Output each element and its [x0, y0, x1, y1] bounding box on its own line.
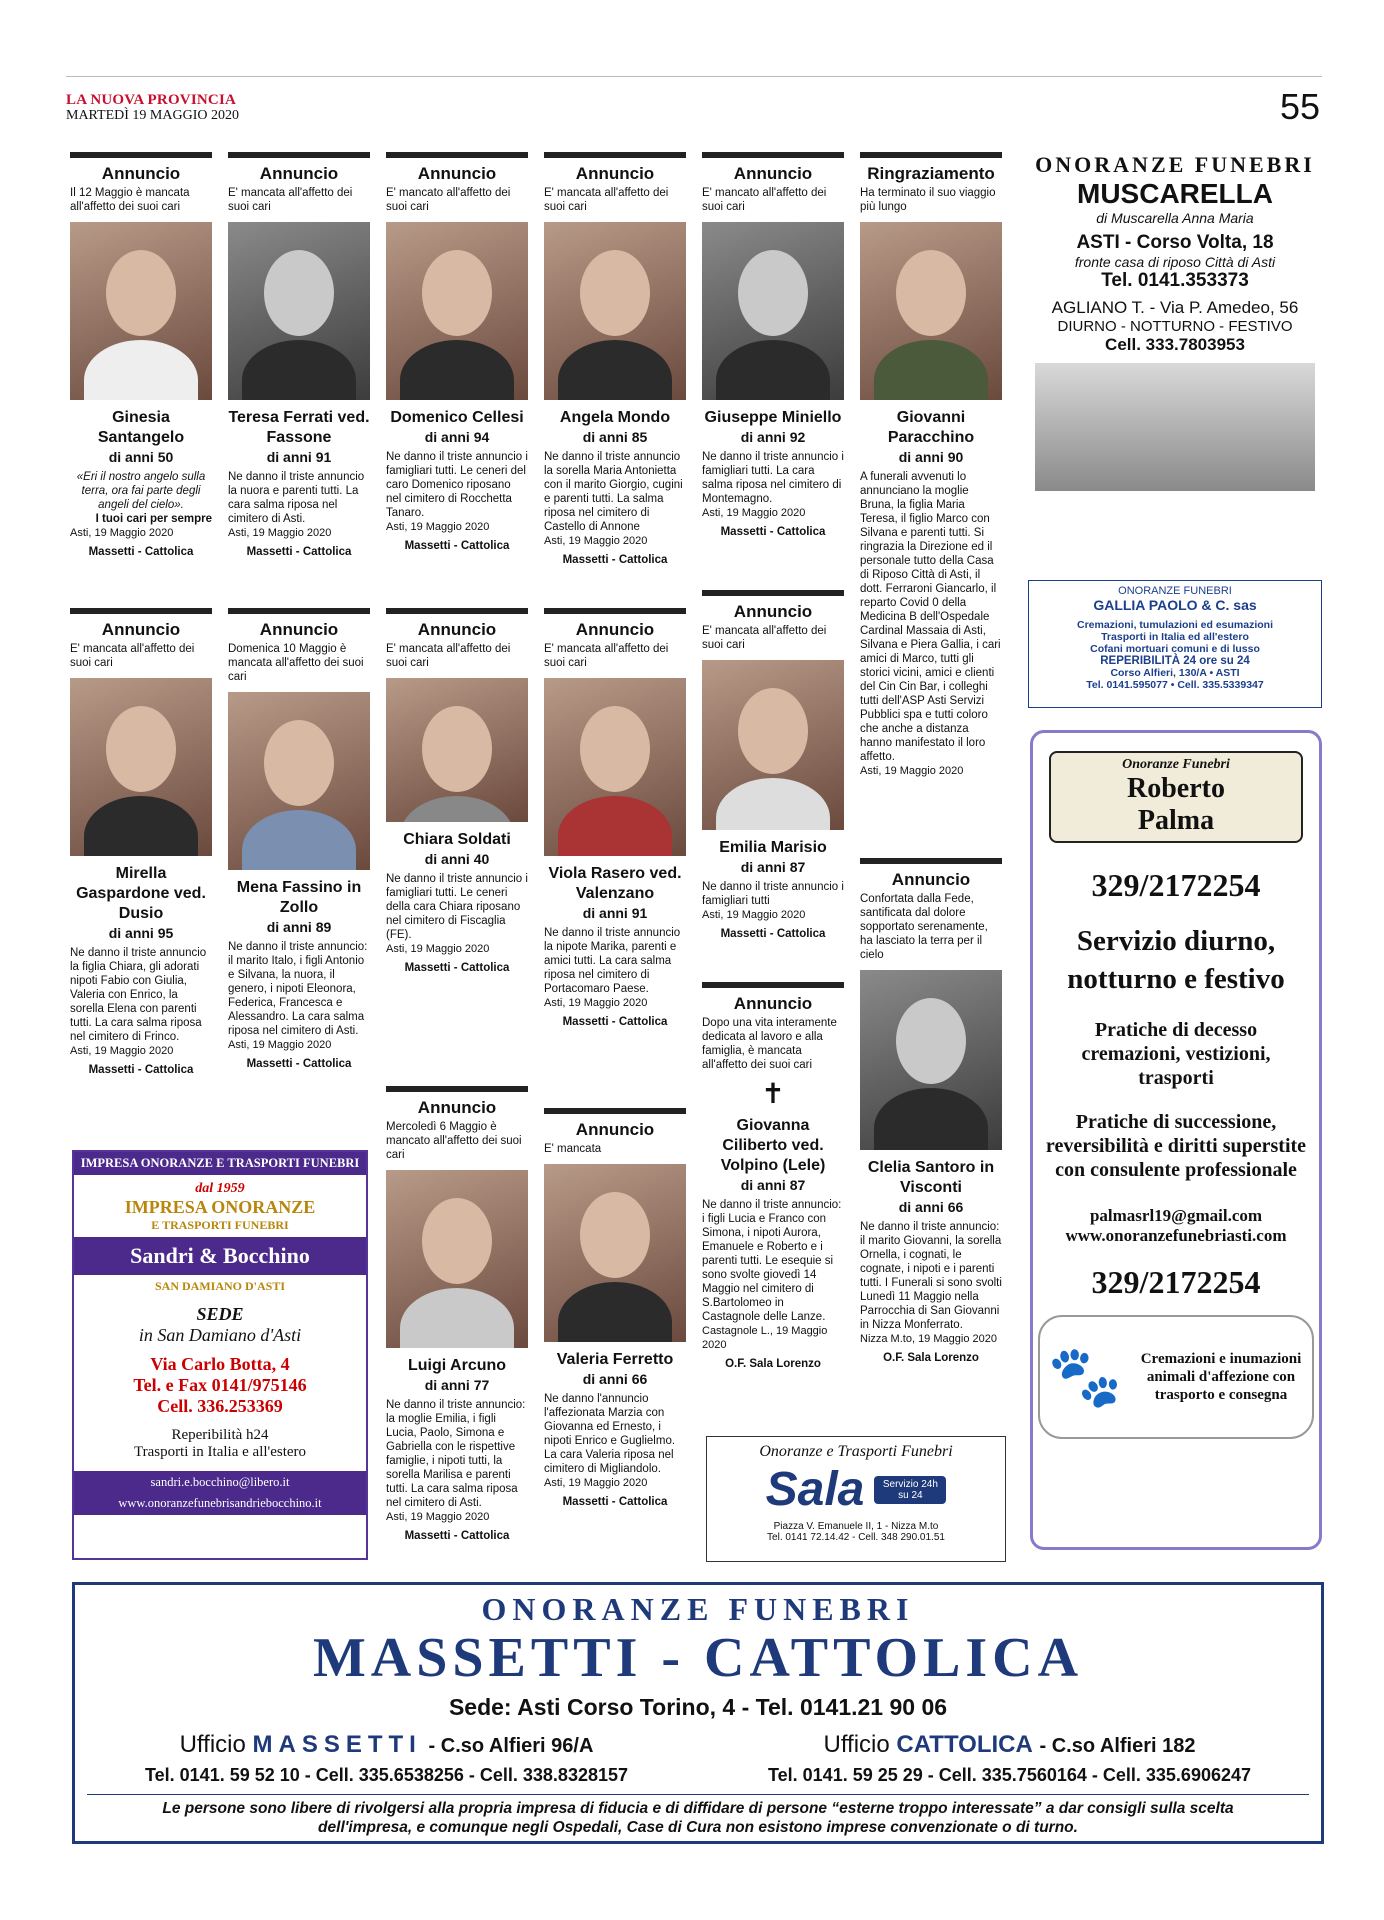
ad-city: in San Damiano d'Asti [138, 1325, 302, 1345]
notice-place-date: Asti, 19 Maggio 2020 [702, 909, 806, 921]
notice-agency: Massetti - Cattolica [562, 1496, 668, 1508]
deceased-age: di anni 66 [898, 1199, 964, 1215]
office-label: Ufficio [823, 1731, 890, 1758]
notice-valeria [544, 1108, 686, 1508]
notice-place-date: Asti, 19 Maggio 2020 [544, 535, 648, 547]
office-name: CATTOLICA [896, 1731, 1033, 1758]
notice-place-date: Asti, 19 Maggio 2020 [860, 765, 964, 777]
notice-emilia [702, 590, 844, 940]
notice-giuseppe [702, 152, 844, 538]
deceased-age: di anni 66 [582, 1371, 648, 1387]
ad-arc-title: ONORANZE FUNEBRI [1035, 152, 1315, 177]
office-phones: Tel. 0141. 59 25 29 - Cell. 335.7560164 - Cell. 335.6906247 [767, 1765, 1252, 1785]
ad-company-name: MUSCARELLA [1077, 178, 1273, 209]
notice-domenico [386, 152, 528, 552]
ad-phone-repeat: 329/2172254 [1091, 1264, 1261, 1300]
office-address: - C.so Alfieri 182 [1039, 1735, 1196, 1757]
office-phones: Tel. 0141. 59 52 10 - Cell. 335.6538256 - Cell. 338.8328157 [144, 1765, 629, 1785]
notice-teresa [228, 152, 370, 558]
notice-giovanni [860, 152, 1002, 778]
notice-intro: Il 12 Maggio è mancata all'affetto dei suoi cari [70, 187, 190, 213]
deceased-age: di anni 95 [108, 925, 174, 941]
deceased-age: di anni 89 [266, 919, 332, 935]
notice-text: Ne danno il triste annuncio: i figli Lucia e Franco con Simona, i nipoti Aurora, Emanuele e Roberto e i parenti tutti. Le esequie si sono svolte giovedì 14 Maggio nel cimitero di S.Bartolomeo in Castagnole delle Lanze. [702, 1199, 842, 1323]
ad-top-label: ONORANZE FUNEBRI [1118, 585, 1232, 597]
ad-practices: Pratiche di decesso cremazioni, vestizioni, trasporti [1081, 1019, 1271, 1089]
notice-title: Annuncio [101, 620, 181, 639]
ad-company-name: MASSETTI - CATTOLICA [312, 1627, 1084, 1689]
notice-title: Annuncio [575, 1120, 655, 1139]
notice-angela [544, 152, 686, 566]
deceased-name: Mirella Gaspardone ved. Dusio [76, 865, 206, 922]
ad-email: sandri.e.bocchino@libero.it [74, 1471, 366, 1494]
notice-text: Ne danno il triste annuncio: il marito Giovanni, la sorella Ornella, i cognati, le cognate, i nipoti e i parenti tutti. I Funerali si sono svolti Lunedì 11 Maggio nella Parrocchia di San Giovanni in Nizza Monferrato. [860, 1221, 1002, 1331]
notice-text: Ne danno il triste annuncio i famigliari tutti. La cara salma riposa nel cimitero di Montemagno. [702, 451, 844, 505]
ad-address: Via Carlo Botta, 4 [150, 1354, 290, 1374]
ad-top-label: IMPRESA ONORANZE E TRASPORTI FUNEBRI [74, 1152, 366, 1175]
ad-arc-text: SAN DAMIANO D'ASTI [154, 1279, 285, 1293]
ad-website: www.onoranzefunebriasti.com [1065, 1226, 1287, 1245]
notice-agency: O.F. Sala Lorenzo [725, 1358, 821, 1370]
deceased-name: Luigi Arcuno [407, 1357, 507, 1374]
notice-title: Ringraziamento [867, 164, 995, 183]
deceased-name: Chiara Soldati [403, 831, 511, 848]
ad-line: Corso Alfieri, 130/A • ASTI [1110, 667, 1240, 679]
deceased-age: di anni 94 [424, 429, 490, 445]
notice-agency: Massetti - Cattolica [246, 546, 352, 558]
notice-place-date: Asti, 19 Maggio 2020 [702, 507, 806, 519]
ad-subtitle: di Muscarella Anna Maria [1096, 210, 1254, 226]
ad-service: Servizio diurno, notturno e festivo [1067, 925, 1285, 995]
ad-address: Piazza V. Emanuele II, 1 - Nizza M.to [773, 1521, 939, 1532]
notice-place-date: Castagnole L., 19 Maggio 2020 [702, 1325, 828, 1351]
ad-sandri-bocchino [72, 1150, 368, 1560]
notice-intro: E' mancata all'affetto dei suoi cari [702, 625, 827, 651]
ad-staff-photo [1035, 363, 1315, 491]
notice-title: Annuncio [733, 164, 813, 183]
deceased-name: Domenico Cellesi [390, 409, 524, 426]
ad-succession: Pratiche di successione, reversibilità e diritti superstite con consulente professionale [1045, 1111, 1307, 1181]
ad-since: dal 1959 [195, 1181, 245, 1196]
notice-text: Ne danno il triste annuncio i famigliari tutti. Le ceneri della cara Chiara riposano nel cimitero di Fiscaglia (FE). [386, 873, 528, 941]
ad-name-first: Roberto [1127, 773, 1225, 804]
notice-text: Ne danno il triste annuncio la nuora e parenti tutti. La cara salma riposa nel cimitero di Asti. [228, 471, 365, 525]
notice-intro: E' mancata all'affetto dei suoi cari [544, 187, 669, 213]
deceased-name: Teresa Ferrati ved. Fassone [228, 409, 370, 446]
notice-luigi [386, 1086, 528, 1542]
portrait-photo [544, 222, 686, 400]
ad-address: ASTI - Corso Volta, 18 [1076, 232, 1274, 253]
ad-massetti-cattolica [72, 1582, 1324, 1844]
notice-agency: Massetti - Cattolica [562, 1016, 668, 1028]
notice-ginesia [70, 152, 212, 558]
portrait-photo [386, 222, 528, 400]
notice-place-date: Asti, 19 Maggio 2020 [70, 527, 174, 539]
notice-intro: E' mancato all'affetto dei suoi cari [702, 187, 827, 213]
ad-website: www.onoranzefunebrisandriebocchino.it [74, 1494, 366, 1515]
notice-agency: O.F. Sala Lorenzo [883, 1352, 979, 1364]
notice-intro: E' mancato all'affetto dei suoi cari [386, 187, 511, 213]
ad-phone: 329/2172254 [1091, 867, 1261, 903]
portrait-photo [544, 678, 686, 856]
ad-arc-text: E TRASPORTI FUNEBRI [151, 1218, 289, 1232]
portrait-photo [228, 222, 370, 400]
notice-chiara [386, 608, 528, 974]
notice-title: Annuncio [101, 164, 181, 183]
notice-agency: Massetti - Cattolica [246, 1058, 352, 1070]
ad-top-label: Onoranze e Trasporti Funebri [759, 1443, 953, 1460]
paw-icon: 🐾 [1047, 1344, 1123, 1410]
deceased-name: Giovanna Ciliberto ved. Volpino (Lele) [720, 1117, 826, 1174]
notice-place-date: Asti, 19 Maggio 2020 [228, 527, 332, 539]
notice-text: Ne danno il triste annuncio i famigliari tutti. Le ceneri del caro Domenico riposano nel cimitero di Rocchetta Tanaro. [386, 451, 528, 519]
notice-agency: Massetti - Cattolica [404, 962, 510, 974]
portrait-photo [702, 660, 844, 830]
deceased-age: di anni 90 [898, 449, 964, 465]
ad-badge: Servizio 24h su 24 [874, 1476, 946, 1504]
notice-place-date: Asti, 19 Maggio 2020 [386, 943, 490, 955]
ad-gallia [1028, 580, 1322, 708]
notice-place-date: Asti, 19 Maggio 2020 [544, 1477, 648, 1489]
deceased-name: Mena Fassino in Zollo [236, 879, 362, 916]
ad-branch-address: AGLIANO T. - Via P. Amedeo, 56 [1051, 298, 1299, 317]
ad-company-name: Sandri & Bocchino [74, 1237, 366, 1275]
office-label: Ufficio [179, 1731, 246, 1758]
portrait-photo [860, 222, 1002, 400]
deceased-name: Giovanni Paracchino [887, 409, 975, 446]
deceased-name: Viola Rasero ved. Valenzano [548, 865, 682, 902]
ad-email: palmasrl19@gmail.com [1089, 1206, 1263, 1225]
ad-sala [706, 1436, 1006, 1562]
notice-title: Annuncio [733, 994, 813, 1013]
deceased-age: di anni 85 [582, 429, 648, 445]
notice-viola [544, 608, 686, 1028]
notice-agency: Massetti - Cattolica [404, 1530, 510, 1542]
ad-palma [1030, 730, 1322, 1550]
issue-date: MARTEDÌ 19 MAGGIO 2020 [66, 108, 239, 123]
deceased-name: Emilia Marisio [719, 839, 827, 856]
deceased-age: di anni 77 [424, 1377, 490, 1393]
notice-place-date: Asti, 19 Maggio 2020 [386, 521, 490, 533]
page-number: 55 [1279, 86, 1320, 127]
notice-intro: E' mancata all'affetto dei suoi cari [386, 643, 511, 669]
deceased-name: Valeria Ferretto [556, 1351, 674, 1368]
notice-intro: Dopo una vita interamente dedicata al lavoro e alla famiglia, è mancata all'affetto dei suoi cari [702, 1017, 837, 1071]
notice-intro: E' mancata all'affetto dei suoi cari [544, 643, 669, 669]
notice-title: Annuncio [891, 870, 971, 889]
notice-text: Ne danno il triste annuncio la nipote Marika, parenti e amici tutti. La cara salma riposa nel cimitero di Portacomaro Paese. [544, 927, 681, 995]
publication-name: LA NUOVA PROVINCIA [66, 92, 237, 108]
notice-intro: Mercoledì 6 Maggio è mancato all'affetto dei suoi cari [386, 1121, 522, 1161]
deceased-name: Ginesia Santangelo [97, 409, 185, 446]
ad-line: Cofani mortuari comuni e di lusso [1090, 643, 1260, 655]
ad-top-label: ONORANZE FUNEBRI [481, 1591, 915, 1627]
ad-phone: Tel. 0141.353373 [1101, 270, 1249, 291]
notice-place-date: Asti, 19 Maggio 2020 [228, 1039, 332, 1051]
deceased-age: di anni 92 [740, 429, 806, 445]
notice-intro: E' mancata all'affetto dei suoi cari [228, 187, 353, 213]
notice-place-date: Asti, 19 Maggio 2020 [544, 997, 648, 1009]
deceased-name: Angela Mondo [559, 409, 671, 426]
header-rule [66, 76, 1322, 77]
deceased-age: di anni 91 [266, 449, 332, 465]
portrait-photo [70, 222, 212, 400]
notice-text: Ne danno il triste annuncio: il marito Italo, i figli Antonio e Silvana, la nuora, il genero, i nipoti Eleonora, Federica, Francesca e Alessandro. La cara salma riposa nel cimitero di Asti. [228, 941, 368, 1037]
deceased-age: di anni 87 [740, 859, 806, 875]
portrait-photo [228, 692, 370, 870]
ad-company-name: GALLIA PAOLO & C. sas [1093, 597, 1257, 613]
ad-name-last: Palma [1137, 805, 1215, 836]
deceased-name: Giuseppe Miniello [704, 409, 842, 426]
notice-title: Annuncio [417, 1098, 497, 1117]
notice-text: Ne danno il triste annuncio la figlia Chiara, gli adorati nipoti Fabio con Giulia, Valeria con Enrico, la sorella Elena con parenti tutti. La cara salma riposa nel cimitero di Frinco. [70, 947, 207, 1043]
cross-icon: ✝ [761, 1078, 785, 1109]
notice-text: Ne danno il triste annuncio: la moglie Emilia, i figli Lucia, Paolo, Simona e Gabriella con le rispettive famiglie, i nipoti tutti, la sorella Marilisa e parenti tutti. La cara salma riposa nel cimitero di Asti. [386, 1399, 526, 1509]
deceased-age: di anni 91 [582, 905, 648, 921]
office-name: MASSETTI [252, 1731, 422, 1758]
notice-text: Ne danno l'annuncio l'affezionata Marzia con Giovanna ed Ernesto, i nipoti Enrico e Guglielmo. La cara Valeria riposa nel cimitero di Migliandolo. [544, 1393, 676, 1475]
notice-intro: E' mancata all'affetto dei suoi cari [70, 643, 195, 669]
notice-intro: E' mancata [544, 1143, 602, 1155]
notice-signature: I tuoi cari per sempre [95, 513, 212, 525]
ad-availability: Reperibilità h24 [171, 1427, 269, 1443]
notice-mena [228, 608, 370, 1070]
ad-pets: Cremazioni e inumazioni animali d'affezione con trasporto e consegna [1140, 1351, 1302, 1403]
notice-title: Annuncio [575, 164, 655, 183]
notice-quote: «Eri il nostro angelo sulla terra, ora fai parte degli angeli del cielo». [76, 471, 206, 511]
ad-line: Cremazioni, tumulazioni ed esumazioni [1076, 619, 1274, 631]
portrait-photo [386, 678, 528, 822]
ad-logo: Sala [765, 1463, 865, 1516]
notice-title: Annuncio [259, 620, 339, 639]
notice-text: A funerali avvenuti lo annunciano la moglie Bruna, la figlia Maria Teresa, il figlio Marco con Silvana e parenti tutti. Si ringrazia la Direzione ed il personale tutto della Casa di Riposo Città di Asti, il dott. Ferraroni Giancarlo, il reparto Covid 0 della Medicina B dell'Ospedale Cardinal Massaia di Asti, Silvana e Piera Gallia, i cari amici di Marco, tutti gli storici vicini, amici e clienti del Cin Cin Bar, i colleghi tutti dell'ASP Asti Servizi Pubblici spa e tutti coloro che anche a distanza hanno manifestato il loro affetto. [860, 471, 1001, 763]
notice-intro: Domenica 10 Maggio è mancata all'affetto dei suoi cari [228, 643, 364, 683]
ad-arc-text: IMPRESA ONORANZE [124, 1197, 316, 1217]
ad-muscarella [1028, 152, 1322, 554]
notice-title: Annuncio [417, 164, 497, 183]
notice-place-date: Asti, 19 Maggio 2020 [70, 1045, 174, 1057]
ad-mobile: Cell. 333.7803953 [1105, 335, 1245, 354]
notice-title: Annuncio [733, 602, 813, 621]
deceased-name: Clelia Santoro in Visconti [867, 1159, 995, 1196]
portrait-photo [702, 222, 844, 400]
notice-giovanna [702, 982, 844, 1370]
ad-line: Trasporti in Italia ed all'estero [1101, 631, 1249, 643]
notice-title: Annuncio [417, 620, 497, 639]
notice-agency: Massetti - Cattolica [720, 928, 826, 940]
deceased-age: di anni 87 [740, 1177, 806, 1193]
notice-agency: Massetti - Cattolica [562, 554, 668, 566]
notice-intro: Confortata dalla Fede, santificata dal dolore sopportato serenamente, ha lasciato la terra per il cielo [860, 893, 988, 961]
deceased-age: di anni 50 [108, 449, 174, 465]
portrait-photo [386, 1170, 528, 1348]
portrait-photo [70, 678, 212, 856]
ad-line: Tel. 0141.595077 • Cell. 335.5339347 [1086, 679, 1264, 691]
ad-line: REPERIBILITÀ 24 ore su 24 [1100, 655, 1250, 667]
notice-place-date: Asti, 19 Maggio 2020 [386, 1511, 490, 1523]
notice-title: Annuncio [259, 164, 339, 183]
ad-phone: Tel. 0141 72.14.42 - Cell. 348 290.01.51 [767, 1532, 945, 1543]
notice-agency: Massetti - Cattolica [88, 1064, 194, 1076]
notice-text: Ne danno il triste annuncio i famigliari tutti [702, 881, 844, 907]
notice-agency: Massetti - Cattolica [404, 540, 510, 552]
portrait-photo [860, 970, 1002, 1150]
notice-mirella [70, 608, 212, 1076]
ad-mobile: Cell. 336.253369 [157, 1396, 283, 1416]
ad-address-note: fronte casa di riposo Città di Asti [1074, 254, 1276, 270]
ad-transport: Trasporti in Italia e all'estero [133, 1444, 307, 1460]
notice-intro: Ha terminato il suo viaggio più lungo [860, 187, 996, 213]
notice-agency: Massetti - Cattolica [720, 526, 826, 538]
ad-headquarters: Sede: Asti Corso Torino, 4 - Tel. 0141.21 90 06 [448, 1694, 948, 1720]
ad-arc-title: Onoranze Funebri [1122, 757, 1230, 772]
notice-place-date: Nizza M.to, 19 Maggio 2020 [860, 1333, 997, 1345]
ad-phone: Tel. e Fax 0141/975146 [133, 1375, 307, 1395]
deceased-age: di anni 40 [424, 851, 490, 867]
notice-title: Annuncio [575, 620, 655, 639]
ad-disclaimer: Le persone sono libere di rivolgersi alla propria impresa di fiducia e di diffidare di persone “esterne troppo interessate” a dar consigli sulla scelta dell'impresa, e comunque negli Ospedali, Case di Cura non esistono imprese convenzionate o di turno. [162, 1800, 1234, 1836]
notice-agency: Massetti - Cattolica [88, 546, 194, 558]
notice-clelia [860, 858, 1002, 1364]
office-address: - C.so Alfieri 96/A [428, 1735, 594, 1757]
ad-hours: DIURNO - NOTTURNO - FESTIVO [1057, 318, 1293, 335]
portrait-photo [544, 1164, 686, 1342]
ad-sede: SEDE [196, 1304, 244, 1324]
notice-text: Ne danno il triste annuncio la sorella Maria Antonietta con il marito Giorgio, cugini e parenti tutti. La salma riposa nel cimitero di Castello di Annone [544, 451, 683, 533]
